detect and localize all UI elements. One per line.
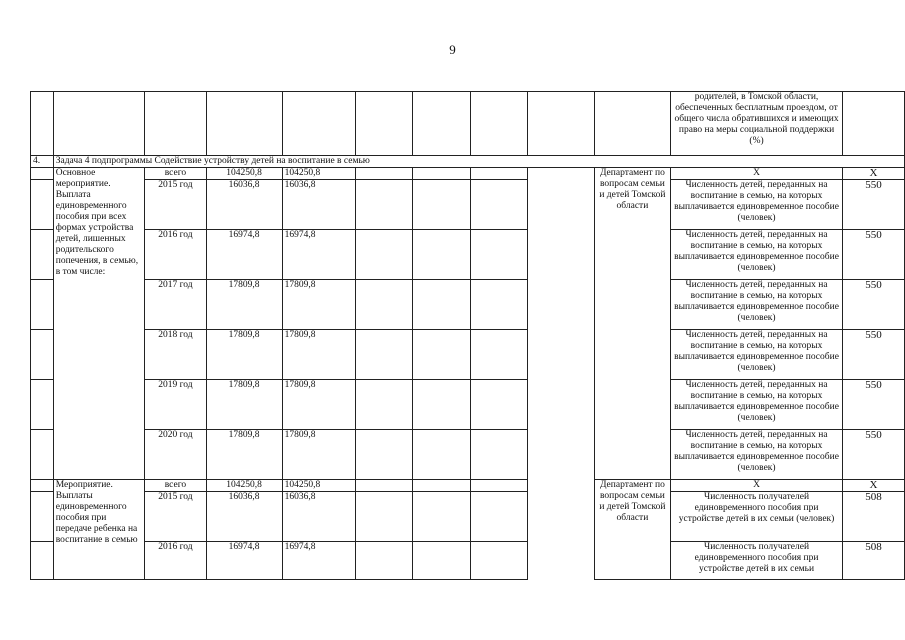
indicator-cell: X [671, 480, 843, 492]
value-cell: X [842, 480, 904, 492]
table-row [31, 330, 905, 380]
program-table [30, 91, 905, 580]
executor-cell: Департамент по вопросам семьи и детей Томской области [594, 480, 671, 580]
budget-cell: 17809,8 [282, 330, 355, 380]
value-cell: 550 [842, 430, 904, 480]
period-cell: 2016 год [145, 230, 206, 280]
total-cell: 17809,8 [206, 280, 282, 330]
table-row [31, 380, 905, 430]
period-cell: всего [145, 168, 206, 180]
measure-name: Основное мероприятие. Выплата единовременного пособия при всех формах устройства детей, лишенных родительского попечения, в семью, в том числе: [53, 168, 145, 480]
budget-cell: 16974,8 [282, 542, 355, 580]
measure-name: Мероприятие. Выплаты единовременного пособия при передаче ребенка на воспитание в семью [53, 480, 145, 580]
total-cell: 16974,8 [206, 542, 282, 580]
period-cell: 2015 год [145, 492, 206, 542]
budget-cell: 104250,8 [282, 480, 355, 492]
continuation-row [31, 92, 905, 156]
total-cell: 17809,8 [206, 430, 282, 480]
budget-cell: 104250,8 [282, 168, 355, 180]
table-row [31, 168, 905, 180]
top-indicator: родителей, в Томской области, обеспеченных бесплатным проездом, от общего числа обратившихся и имеющих право на меры социальной поддержки (%) [671, 92, 843, 156]
table-row [31, 230, 905, 280]
task-number: 4. [31, 156, 54, 168]
table-row [31, 542, 905, 580]
total-cell: 104250,8 [206, 168, 282, 180]
executor-cell: Департамент по вопросам семьи и детей Томской области [594, 168, 671, 480]
value-cell: 550 [842, 280, 904, 330]
table-row [31, 280, 905, 330]
budget-cell: 17809,8 [282, 280, 355, 330]
table-row [31, 492, 905, 542]
value-cell: 550 [842, 330, 904, 380]
page-number: 9 [449, 42, 456, 57]
period-cell: 2016 год [145, 542, 206, 580]
budget-cell: 17809,8 [282, 430, 355, 480]
table-row [31, 180, 905, 230]
indicator-cell: Численность детей, переданных на воспитание в семью, на которых выплачивается единовременное пособие (человек) [671, 280, 843, 330]
table-row [31, 480, 905, 492]
table-row [31, 430, 905, 480]
total-cell: 104250,8 [206, 480, 282, 492]
period-cell: 2020 год [145, 430, 206, 480]
budget-cell: 17809,8 [282, 380, 355, 430]
period-cell: 2015 год [145, 180, 206, 230]
indicator-cell: Численность детей, переданных на воспитание в семью, на которых выплачивается единовременное пособие (человек) [671, 180, 843, 230]
period-cell: 2018 год [145, 330, 206, 380]
value-cell: 508 [842, 492, 904, 542]
value-cell: 550 [842, 180, 904, 230]
total-cell: 17809,8 [206, 330, 282, 380]
indicator-cell: Численность детей, переданных на воспитание в семью, на которых выплачивается единовременное пособие (человек) [671, 380, 843, 430]
value-cell: 508 [842, 542, 904, 580]
budget-cell: 16036,8 [282, 180, 355, 230]
task-row [31, 156, 905, 168]
value-cell: 550 [842, 380, 904, 430]
total-cell: 17809,8 [206, 380, 282, 430]
indicator-cell: Численность получателей единовременного пособия при устройстве детей в их семьи (человек) [671, 492, 843, 542]
total-cell: 16974,8 [206, 230, 282, 280]
period-cell: всего [145, 480, 206, 492]
budget-cell: 16974,8 [282, 230, 355, 280]
total-cell: 16036,8 [206, 492, 282, 542]
period-cell: 2017 год [145, 280, 206, 330]
indicator-cell: X [671, 168, 843, 180]
indicator-cell: Численность получателей единовременного пособия при устройстве детей в их семьи [671, 542, 843, 580]
indicator-cell: Численность детей, переданных на воспитание в семью, на которых выплачивается единовременное пособие (человек) [671, 330, 843, 380]
budget-cell: 16036,8 [282, 492, 355, 542]
value-cell: 550 [842, 230, 904, 280]
total-cell: 16036,8 [206, 180, 282, 230]
value-cell: X [842, 168, 904, 180]
indicator-cell: Численность детей, переданных на воспитание в семью, на которых выплачивается единовременное пособие (человек) [671, 230, 843, 280]
period-cell: 2019 год [145, 380, 206, 430]
task-title: Задача 4 подпрограммы Содействие устройству детей на воспитание в семью [53, 156, 904, 168]
indicator-cell: Численность детей, переданных на воспитание в семью, на которых выплачивается единовременное пособие (человек) [671, 430, 843, 480]
